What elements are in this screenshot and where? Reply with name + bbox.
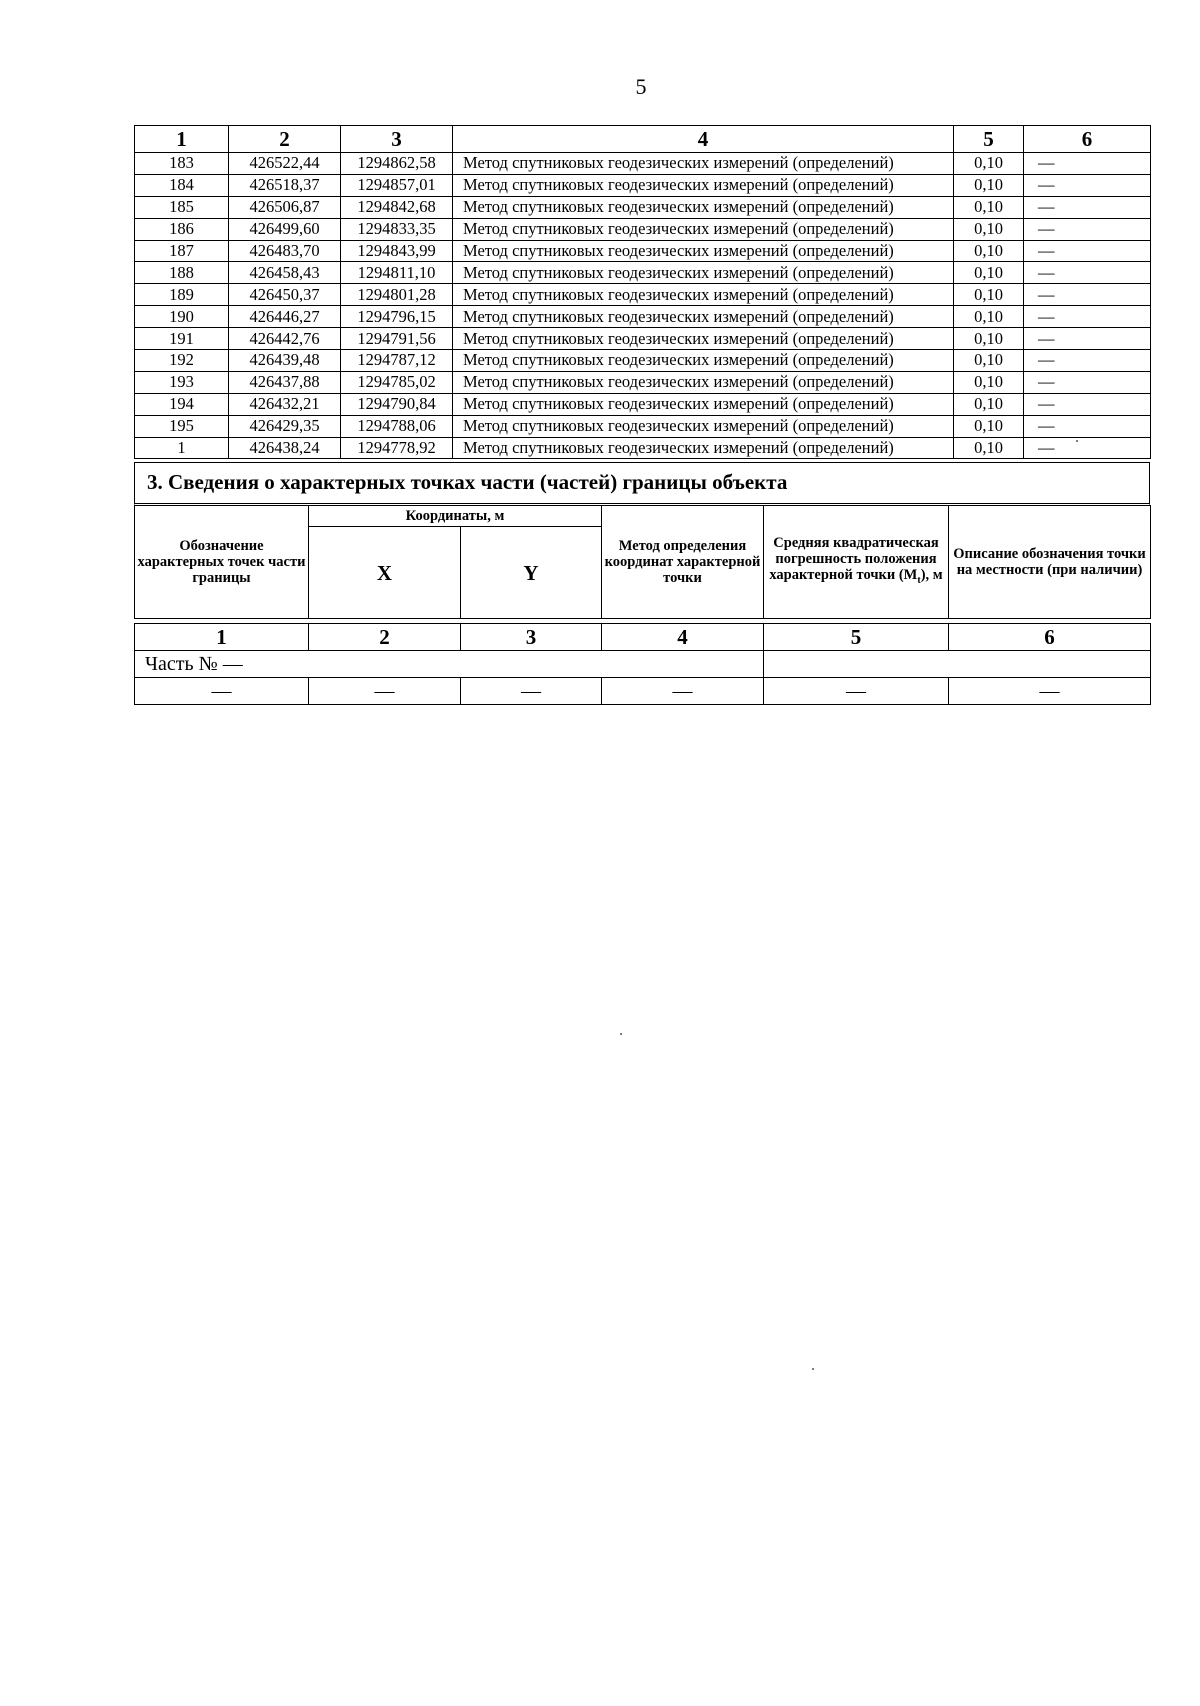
column-number: 5 (764, 624, 949, 651)
description-cell: — (1024, 240, 1151, 262)
y-coordinate-cell: 1294833,35 (341, 218, 453, 240)
part-label: Часть № — (135, 651, 764, 678)
method-cell: Метод спутниковых геодезических измерений (определений) (453, 174, 954, 196)
y-coordinate-cell: 1294843,99 (341, 240, 453, 262)
point-number-cell: 191 (135, 328, 229, 350)
table-row (135, 306, 1151, 328)
description-cell: — (1024, 350, 1151, 372)
error-cell: 0,10 (954, 284, 1024, 306)
description-cell: — (1024, 262, 1151, 284)
y-coordinate-cell: 1294842,68 (341, 196, 453, 218)
description-cell: — (1024, 437, 1151, 459)
error-cell: 0,10 (954, 174, 1024, 196)
y-coordinate-cell: 1294791,56 (341, 328, 453, 350)
y-coordinate-cell: 1294796,15 (341, 306, 453, 328)
table-row (135, 153, 1151, 175)
col-description: Описание обозначения точки на местности (при наличии) (949, 506, 1151, 619)
part-row (135, 651, 1151, 678)
dash-cell: — (764, 678, 949, 705)
column-number: 4 (602, 624, 764, 651)
y-coordinate-cell: 1294778,92 (341, 437, 453, 459)
point-number-cell: 194 (135, 393, 229, 415)
method-cell: Метод спутниковых геодезических измерений (определений) (453, 153, 954, 175)
table-row (135, 371, 1151, 393)
table-row (135, 328, 1151, 350)
y-coordinate-cell: 1294788,06 (341, 415, 453, 437)
point-number-cell: 195 (135, 415, 229, 437)
method-cell: Метод спутниковых геодезических измерений (определений) (453, 393, 954, 415)
method-cell: Метод спутниковых геодезических измерений (определений) (453, 240, 954, 262)
table-row (135, 174, 1151, 196)
x-coordinate-cell: 426458,43 (229, 262, 341, 284)
y-coordinate-cell: 1294862,58 (341, 153, 453, 175)
point-number-cell: 187 (135, 240, 229, 262)
header-cell: 6 (1024, 126, 1151, 153)
column-number: 6 (949, 624, 1151, 651)
error-cell: 0,10 (954, 262, 1024, 284)
x-coordinate-cell: 426522,44 (229, 153, 341, 175)
column-number: 1 (135, 624, 309, 651)
error-cell: 0,10 (954, 393, 1024, 415)
description-cell: — (1024, 218, 1151, 240)
section-3-header (134, 462, 1150, 506)
dash-row (135, 678, 1151, 705)
point-number-cell: 1 (135, 437, 229, 459)
dash-cell: — (949, 678, 1151, 705)
table-row (135, 437, 1151, 459)
header-cell: 2 (229, 126, 341, 153)
x-coordinate-cell: 426518,37 (229, 174, 341, 196)
description-cell: — (1024, 174, 1151, 196)
description-cell: — (1024, 196, 1151, 218)
column-number: 2 (309, 624, 461, 651)
dash-cell: — (461, 678, 602, 705)
method-cell: Метод спутниковых геодезических измерений (определений) (453, 371, 954, 393)
y-coordinate-cell: 1294785,02 (341, 371, 453, 393)
col-method: Метод определения координат характерной точки (602, 506, 764, 619)
description-cell: — (1024, 371, 1151, 393)
error-cell: 0,10 (954, 371, 1024, 393)
y-coordinate-cell: 1294790,84 (341, 393, 453, 415)
x-coordinate-cell: 426432,21 (229, 393, 341, 415)
x-coordinate-cell: 426438,24 (229, 437, 341, 459)
error-cell: 0,10 (954, 306, 1024, 328)
error-cell: 0,10 (954, 415, 1024, 437)
x-coordinate-cell: 426450,37 (229, 284, 341, 306)
x-coordinate-cell: 426499,60 (229, 218, 341, 240)
x-coordinate-cell: 426437,88 (229, 371, 341, 393)
y-coordinate-cell: 1294801,28 (341, 284, 453, 306)
x-coordinate-cell: 426439,48 (229, 350, 341, 372)
method-cell: Метод спутниковых геодезических измерений (определений) (453, 415, 954, 437)
col-error-tail: $(М_t)$, м (898, 567, 943, 586)
table-row (135, 415, 1151, 437)
dash-cell: — (309, 678, 461, 705)
method-cell: Метод спутниковых геодезических измерений (определений) (453, 306, 954, 328)
col-error-main: Средняя квадратическая погрешность положения характерной точки (769, 535, 939, 584)
y-coordinate-cell: 1294787,12 (341, 350, 453, 372)
table-row (135, 262, 1151, 284)
x-coordinate-cell: 426483,70 (229, 240, 341, 262)
header-cell: 4 (453, 126, 954, 153)
method-cell: Метод спутниковых геодезических измерений (определений) (453, 437, 954, 459)
point-number-cell: 183 (135, 153, 229, 175)
col-x: X (309, 527, 461, 619)
y-coordinate-cell: 1294811,10 (341, 262, 453, 284)
x-coordinate-cell: 426442,76 (229, 328, 341, 350)
col-designation: Обозначение характерных точек части границы (135, 506, 309, 619)
x-coordinate-cell: 426506,87 (229, 196, 341, 218)
point-number-cell: 190 (135, 306, 229, 328)
dash-cell: — (602, 678, 764, 705)
table-row (135, 350, 1151, 372)
method-cell: Метод спутниковых геодезических измерений (определений) (453, 284, 954, 306)
description-cell: — (1024, 415, 1151, 437)
table-header-row (135, 126, 1151, 153)
part-points-table (134, 505, 1151, 705)
header-cell: 3 (341, 126, 453, 153)
column-number: 3 (461, 624, 602, 651)
description-cell: — (1024, 284, 1151, 306)
table-row (135, 393, 1151, 415)
col-error (764, 506, 949, 619)
error-cell: 0,10 (954, 153, 1024, 175)
description-cell: — (1024, 393, 1151, 415)
scan-speck (812, 1368, 814, 1370)
description-cell: — (1024, 153, 1151, 175)
column-number-row (135, 624, 1151, 651)
method-cell: Метод спутниковых геодезических измерений (определений) (453, 350, 954, 372)
header-cell: 1 (135, 126, 229, 153)
y-coordinate-cell: 1294857,01 (341, 174, 453, 196)
dash-cell: — (135, 678, 309, 705)
error-cell: 0,10 (954, 240, 1024, 262)
section-3-title: 3. Сведения о характерных точках части (частей) границы объекта (147, 470, 788, 494)
point-number-cell: 193 (135, 371, 229, 393)
scan-speck (1076, 440, 1078, 442)
error-cell: 0,10 (954, 328, 1024, 350)
scan-speck (620, 1033, 622, 1035)
table-row (135, 284, 1151, 306)
boundary-points-table (134, 125, 1151, 459)
description-cell: — (1024, 328, 1151, 350)
part-empty-cell (764, 651, 1151, 678)
error-cell: 0,10 (954, 350, 1024, 372)
page-number: 5 (635, 74, 647, 99)
coords-header: Координаты, м (309, 506, 602, 527)
table-row (135, 196, 1151, 218)
point-number-cell: 188 (135, 262, 229, 284)
header-cell: 5 (954, 126, 1024, 153)
x-coordinate-cell: 426446,27 (229, 306, 341, 328)
table-row (135, 218, 1151, 240)
method-cell: Метод спутниковых геодезических измерений (определений) (453, 196, 954, 218)
method-cell: Метод спутниковых геодезических измерений (определений) (453, 262, 954, 284)
error-cell: 0,10 (954, 218, 1024, 240)
error-cell: 0,10 (954, 196, 1024, 218)
table-row (135, 240, 1151, 262)
point-number-cell: 189 (135, 284, 229, 306)
x-coordinate-cell: 426429,35 (229, 415, 341, 437)
error-cell: 0,10 (954, 437, 1024, 459)
point-number-cell: 184 (135, 174, 229, 196)
method-cell: Метод спутниковых геодезических измерений (определений) (453, 218, 954, 240)
point-number-cell: 186 (135, 218, 229, 240)
description-cell: — (1024, 306, 1151, 328)
point-number-cell: 185 (135, 196, 229, 218)
col-y: Y (461, 527, 602, 619)
point-number-cell: 192 (135, 350, 229, 372)
method-cell: Метод спутниковых геодезических измерений (определений) (453, 328, 954, 350)
